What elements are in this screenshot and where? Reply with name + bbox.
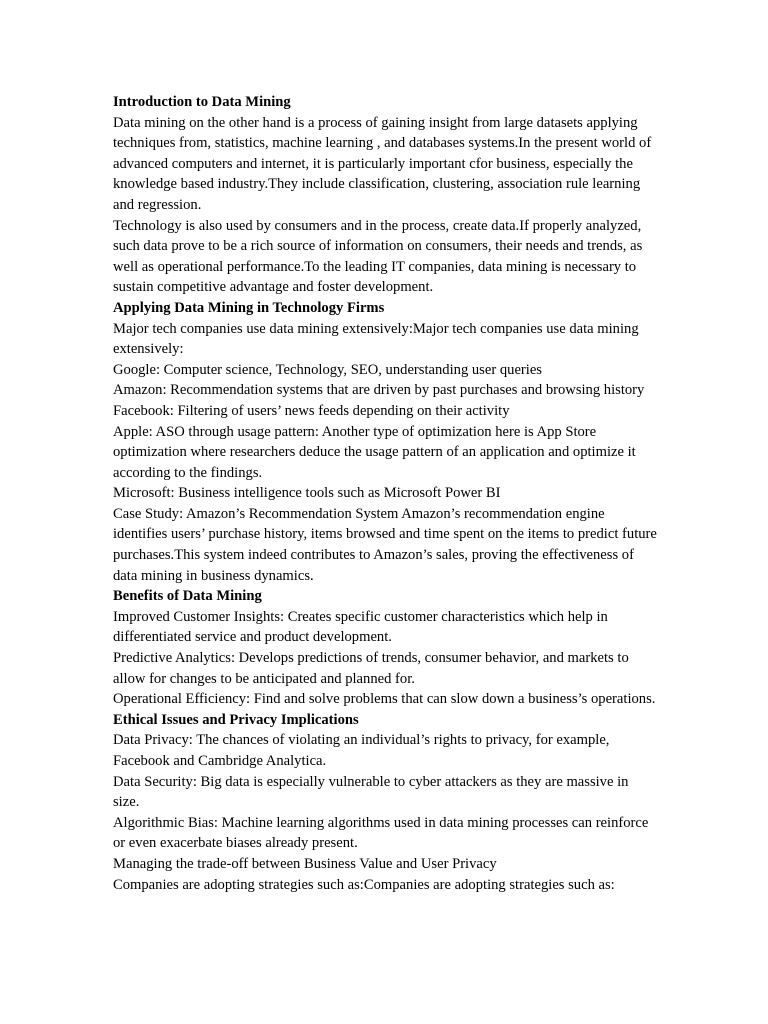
section-heading: Introduction to Data Mining [113,94,291,110]
paragraph: Amazon: Recommendation systems that are driven by past purchases and browsing history [113,382,645,399]
paragraph: Operational Efficiency: Find and solve problems that can slow down a business’s operations. [113,691,656,708]
paragraph: Predictive Analytics: Develops predictions of trends, consumer behavior, and markets to allow for changes to be anticipated and planned for. [113,650,629,687]
paragraph: Data Security: Big data is especially vulnerable to cyber attackers as they are massive in size. [113,773,629,811]
paragraph: Google: Computer science, Technology, SEO, understanding user queries [113,361,542,378]
paragraph: Improved Customer Insights: Creates specific customer characteristics which help in differentiated service and product development. [113,608,608,646]
section-heading: Applying Data Mining in Technology Firms [113,299,385,316]
paragraph: Apple: ASO through usage pattern: Another type of optimization here is App Store optimization where researchers deduce the usage pattern of an application and optimize it according to the findings. [113,423,636,481]
paragraph: Major tech companies use data mining extensively:Major tech companies use data mining extensively: [113,320,639,358]
section-heading: Benefits of Data Mining [113,588,262,605]
paragraph: Managing the trade-off between Business Value and User Privacy [113,855,497,872]
document-page [113,92,658,895]
paragraph: Data mining on the other hand is a process of gaining insight from large datasets applying techniques from, statistics, machine learning , and databases systems.In the present world of advanced computers and internet, it is particularly important cfor business, especially the knowledge based industry.They include classification, clustering, association rule learning and regression. [113,114,652,213]
section-heading: Ethical Issues and Privacy Implications [113,711,359,728]
paragraph: Case Study: Amazon’s Recommendation System Amazon’s recommendation engine identifies users’ purchase history, items browsed and time spent on the items to predict future purchases.This system indeed contributes to Amazon’s sales, proving the effectiveness of data mining in business dynamics. [113,505,657,584]
paragraph: Algorithmic Bias: Machine learning algorithms used in data mining processes can reinforce or even exacerbate biases already present. [113,814,649,852]
paragraph: Companies are adopting strategies such as:Companies are adopting strategies such as: [113,876,615,893]
paragraph: Microsoft: Business intelligence tools such as Microsoft Power BI [113,485,501,502]
paragraph: Data Privacy: The chances of violating an individual’s rights to privacy, for example, Facebook and Cambridge Analytica. [113,732,610,769]
paragraph: Technology is also used by consumers and in the process, create data.If properly analyzed, such data prove to be a rich source of information on consumers, their needs and trends, as well as operational performance.To the leading IT companies, data mining is necessary to sustain competitive advantage and foster development. [113,217,643,296]
paragraph: Facebook: Filtering of users’ news feeds depending on their activity [113,402,510,419]
